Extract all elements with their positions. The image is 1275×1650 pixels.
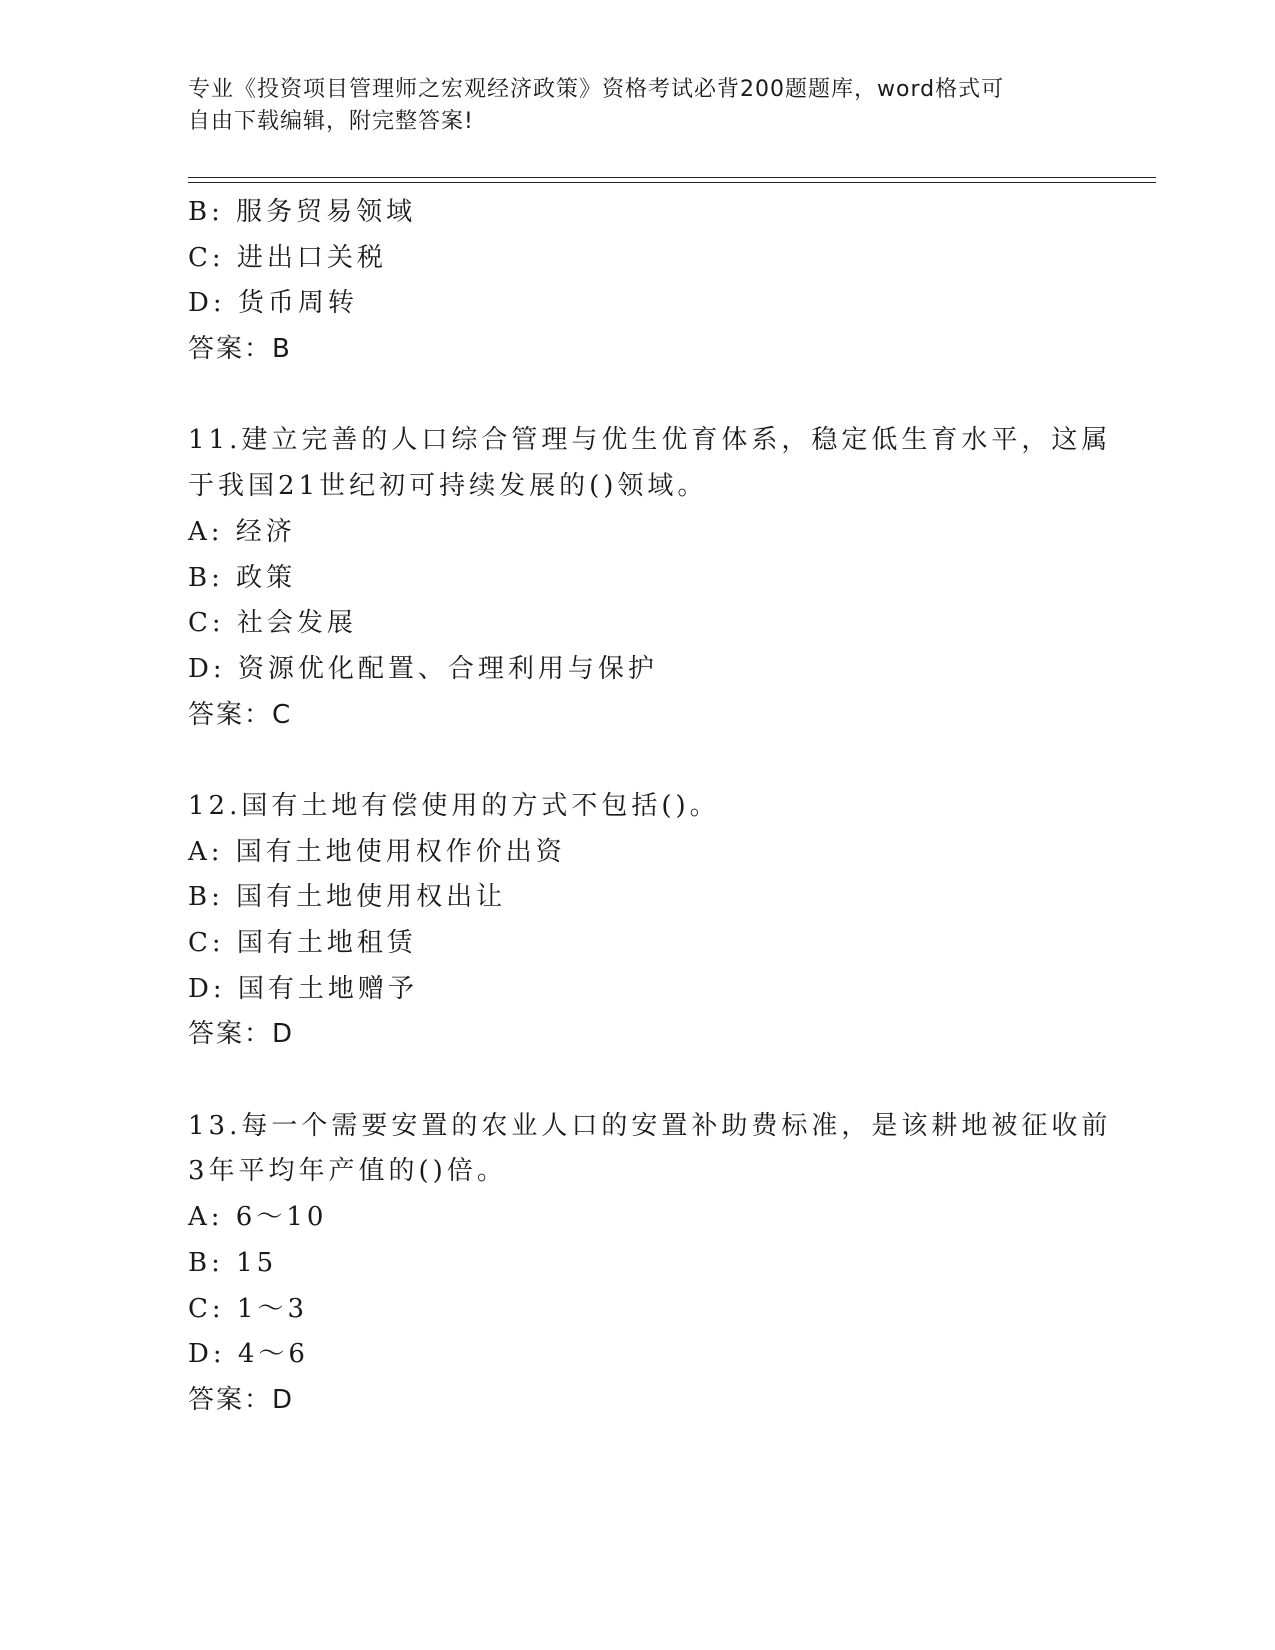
answer-line: 答案：B xyxy=(188,334,292,365)
question-stem-line: 13.每一个需要安置的农业人口的安置补助费标准，是该耕地被征收前 xyxy=(188,1110,1112,1141)
header-divider-bottom xyxy=(188,182,1156,183)
option-a: A: 经济 xyxy=(188,516,296,547)
option-b: B: 政策 xyxy=(188,562,297,593)
answer-line: 答案：D xyxy=(188,1384,295,1415)
question-stem-line: 于我国21世纪初可持续发展的()领域。 xyxy=(188,471,708,502)
question-body xyxy=(188,190,1112,1424)
question-block-13 xyxy=(188,1104,1112,1424)
spacer xyxy=(188,373,1088,419)
header-divider-top xyxy=(188,177,1156,178)
option-d: D: 国有土地赠予 xyxy=(188,973,418,1004)
option-a: A: 6～10 xyxy=(188,1202,328,1233)
option-b: B: 国有土地使用权出让 xyxy=(188,882,507,913)
question-stem-line: 3年平均年产值的()倍。 xyxy=(188,1156,507,1187)
question-stem-line: 12.国有土地有偿使用的方式不包括()。 xyxy=(188,790,720,821)
header-line-1: 专业《投资项目管理师之宏观经济政策》资格考试必背200题题库，word格式可 xyxy=(188,77,1005,102)
previous-question-block xyxy=(188,190,1088,373)
option-c: C: 1～3 xyxy=(188,1293,309,1324)
question-block-11 xyxy=(188,418,1112,738)
question-block-12 xyxy=(188,784,1088,1058)
document-header xyxy=(188,74,1088,138)
answer-line: 答案：D xyxy=(188,1019,295,1050)
spacer xyxy=(188,1058,1088,1104)
option-d: D: 4～6 xyxy=(188,1339,309,1370)
option-a: A: 国有土地使用权作价出资 xyxy=(188,836,566,867)
option-d: D: 货币周转 xyxy=(188,288,358,319)
option-d: D: 资源优化配置、合理利用与保护 xyxy=(188,653,658,684)
option-c: C: 社会发展 xyxy=(188,608,357,639)
question-stem-line: 11.建立完善的人口综合管理与优生优育体系，稳定低生育水平，这属 xyxy=(188,425,1112,456)
option-b: B: 15 xyxy=(188,1247,278,1278)
option-b: B: 服务贸易领域 xyxy=(188,197,417,227)
spacer xyxy=(188,738,1088,784)
answer-line: 答案：C xyxy=(188,699,293,730)
option-c: C: 国有土地租赁 xyxy=(188,928,417,958)
header-line-2: 自由下载编辑，附完整答案! xyxy=(188,109,474,134)
option-c: C: 进出口关税 xyxy=(188,242,387,273)
